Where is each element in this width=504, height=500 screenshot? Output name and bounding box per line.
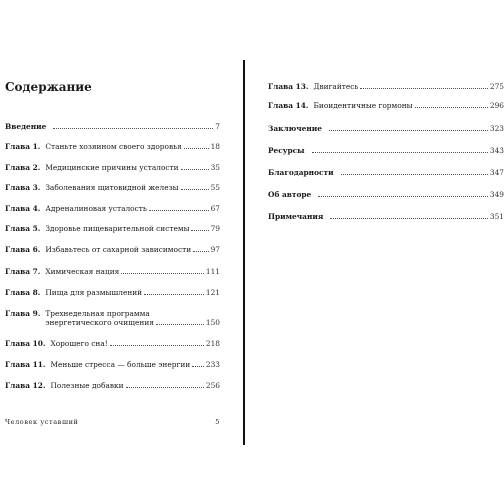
toc-entry-title: Хорошего сна!: [50, 339, 108, 348]
toc-entry: [5, 142, 220, 151]
toc-entry: [268, 212, 504, 221]
dot-leader: [193, 251, 208, 252]
toc-entry-title: Адреналиновая усталость: [45, 204, 147, 213]
toc-entry: [5, 122, 220, 131]
toc-entry: [268, 190, 504, 199]
toc-entry-chapter: Введение: [5, 122, 47, 131]
toc-entry-chapter: Глава 11.: [5, 360, 46, 369]
toc-entry-page: 35: [210, 163, 220, 172]
toc-entry: [5, 204, 220, 213]
toc-entry-title: Избавьтесь от сахарной зависимости: [45, 245, 192, 254]
toc-entry-page: 111: [205, 267, 220, 276]
dot-leader: [156, 324, 204, 325]
toc-entry: [5, 360, 220, 369]
left-page: [0, 0, 243, 500]
running-head: [5, 418, 220, 426]
toc-entry: [5, 245, 220, 254]
toc-entry-title: Здоровье пищеварительной системы: [45, 224, 190, 233]
toc-entry-chapter: Благодарности: [268, 168, 334, 177]
dot-leader: [181, 169, 209, 170]
toc-entry-page: 121: [205, 288, 220, 297]
book-spine: [243, 60, 245, 445]
toc-entry-page: 347: [489, 168, 504, 177]
dot-leader: [318, 196, 488, 197]
toc-entry-title: Меньше стресса — больше энергии: [50, 360, 191, 369]
toc-entry-page: 349: [489, 190, 504, 199]
dot-leader: [53, 128, 213, 129]
dot-leader: [121, 273, 204, 274]
toc-entry-page: 296: [489, 101, 504, 110]
toc-entry-chapter: Глава 5.: [5, 224, 41, 233]
toc-entry-title-line2: энергетического очищения: [45, 318, 154, 327]
toc-entry-chapter: Глава 7.: [5, 267, 41, 276]
toc-entry-page: 323: [489, 124, 504, 133]
toc-entry: [268, 101, 504, 110]
toc-entry-chapter: Глава 12.: [5, 381, 46, 390]
toc-entry-page: 67: [210, 204, 220, 213]
toc-entry-title: Заболевания щитовидной железы: [45, 183, 179, 192]
dot-leader: [181, 189, 209, 190]
dot-leader: [312, 152, 488, 153]
toc-entry-page: 256: [205, 381, 220, 390]
toc-entry: [5, 224, 220, 233]
dot-leader: [184, 148, 209, 149]
toc-entry-title: Биоидентичные гормоны: [313, 101, 413, 110]
dot-leader: [192, 366, 204, 367]
dot-leader: [110, 345, 204, 346]
toc-entry: [5, 183, 220, 192]
toc-entry-chapter: Глава 6.: [5, 245, 41, 254]
toc-entry: [5, 381, 220, 390]
toc-entry-title: Медицинские причины усталости: [45, 163, 179, 172]
toc-entry-page: 351: [489, 212, 504, 221]
toc-entry: [5, 339, 220, 348]
toc-entry-chapter: Глава 4.: [5, 204, 41, 213]
toc-entry-title: Пища для размышлений: [45, 288, 143, 297]
toc-entry: [268, 146, 504, 155]
running-head-page-number: 5: [215, 418, 220, 426]
dot-leader: [330, 218, 488, 219]
toc-entry-chapter: Глава 13.: [268, 82, 309, 91]
dot-leader: [329, 130, 488, 131]
toc-entry-page: 7: [215, 122, 220, 131]
toc-entry-chapter: Глава 9.: [5, 309, 41, 318]
toc-entry-title: Трехнедельная программа: [45, 309, 150, 318]
toc-entry-title: Химическая нация: [45, 267, 120, 276]
toc-entry-title: Станьте хозяином своего здоровья: [45, 142, 182, 151]
toc-entry-page: 55: [210, 183, 220, 192]
toc-entry-chapter: Глава 2.: [5, 163, 41, 172]
running-head-title: Человек уставший: [5, 418, 79, 426]
toc-entry-chapter: Заключение: [268, 124, 322, 133]
toc-entry: [268, 82, 504, 91]
toc-title: Содержание: [5, 80, 92, 94]
toc-entry-page: 343: [489, 146, 504, 155]
toc-entry-title: Полезные добавки: [50, 381, 124, 390]
dot-leader: [149, 210, 209, 211]
toc-entry-page: 79: [210, 224, 220, 233]
dot-leader: [144, 294, 204, 295]
toc-entry: [5, 309, 220, 327]
toc-entry-chapter: Ресурсы: [268, 146, 305, 155]
dot-leader: [341, 174, 488, 175]
right-page: [246, 0, 504, 500]
dot-leader: [126, 387, 204, 388]
dot-leader: [191, 230, 208, 231]
toc-entry-chapter: Глава 8.: [5, 288, 41, 297]
toc-entry-chapter: Об авторе: [268, 190, 312, 199]
toc-entry-chapter: Глава 10.: [5, 339, 46, 348]
toc-entry: [5, 267, 220, 276]
toc-entry-page: 233: [205, 360, 220, 369]
toc-entry-chapter: Глава 3.: [5, 183, 41, 192]
toc-entry: [268, 124, 504, 133]
toc-entry-page: 150: [205, 318, 220, 327]
toc-entry-title: Двигайтесь: [313, 82, 359, 91]
dot-leader: [360, 88, 487, 89]
toc-entry-chapter: Глава 14.: [268, 101, 309, 110]
toc-entry: [5, 288, 220, 297]
toc-entry-page: 218: [205, 339, 220, 348]
toc-entry: [268, 168, 504, 177]
toc-entry-chapter: Глава 1.: [5, 142, 41, 151]
toc-entry-page: 18: [210, 142, 220, 151]
toc-entry-page: 97: [210, 245, 220, 254]
toc-entry: [5, 163, 220, 172]
dot-leader: [415, 107, 488, 108]
toc-entry-page: 275: [489, 82, 504, 91]
toc-entry-chapter: Примечания: [268, 212, 324, 221]
